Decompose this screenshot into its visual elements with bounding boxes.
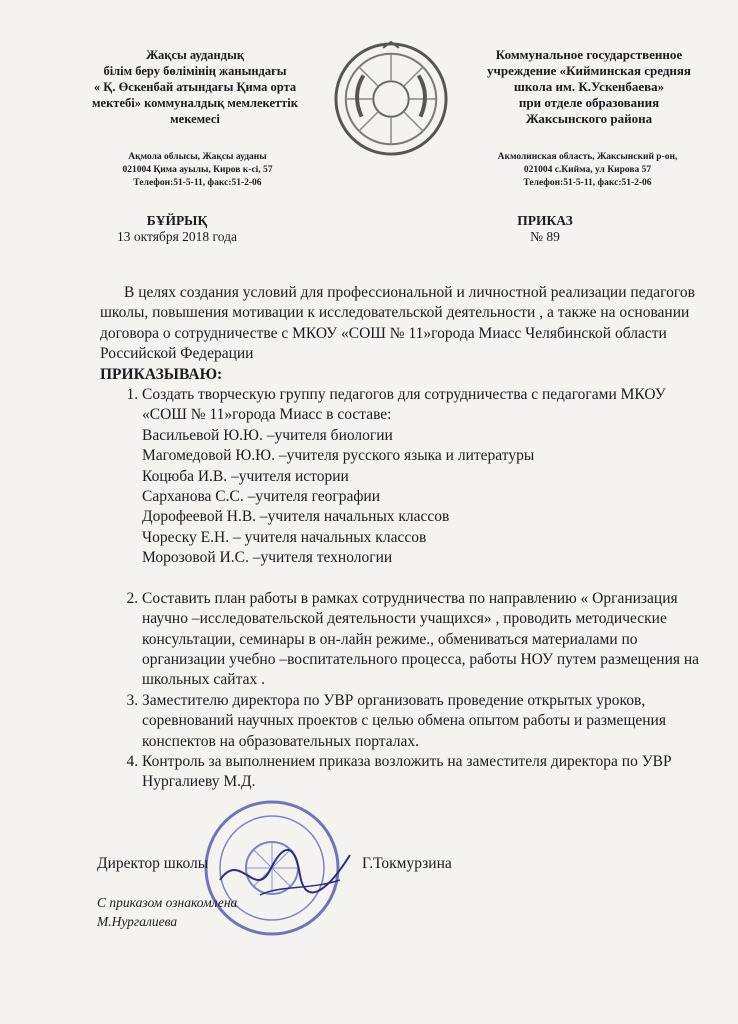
order-item-3: 3. Заместителю директора по УВР организовать проведение открытых уроков, соревнований научных проектов с целью обмена опытом работы и размещения конспектов на образовательных порталах. <box>142 691 700 752</box>
address-line: Акмолинская область, Жаксынский р-он, <box>497 152 678 162</box>
member-item: Сарханова С.С. –учителя географии <box>142 488 380 506</box>
intro-paragraph: В целях создания условий для профессиональной и личностной реализации педагогов школы, повышения мотивации к исследовательской деятельности , а также на основании договора о сотрудничестве с МКОУ «СОШ № 11»города Миасс Челябинской области Российской Федерации <box>100 284 695 363</box>
order-item-4: 4. Контроль за выполнением приказа возложить на заместителя директора по УВР Нургалиеву М.Д. <box>142 752 700 793</box>
order-ru-title: ПРИКАЗ <box>517 213 573 228</box>
acknowledgement-line: С приказом ознакомлена <box>97 895 238 910</box>
header-right-line: при отделе образования <box>518 95 660 110</box>
order-item-1-text: Создать творческую группу педагогов для сотрудничества с педагогами МКОУ «СОШ № 11»города Миасс в составе: <box>142 386 666 424</box>
address-line: 021004 с.Кийма, ул Кирова 57 <box>523 165 652 175</box>
address-line: Телефон:51-5-11, факс:51-2-06 <box>523 178 652 188</box>
order-item-2: 2. Составить план работы в рамках сотрудничества по направлению « Организация научно –исследовательской деятельности учащихся» , проводить методические консультации, семинары в он-лайн режиме., обмениваться материалами по организации учебно –воспитательного процесса, работы НОУ путем размещения на школьных сайтах . <box>142 589 700 691</box>
order-date: 13 октября 2018 года <box>117 229 237 244</box>
order-item-1 <box>142 385 700 589</box>
header-left-line: « Қ. Өскенбай атындағы Қима орта <box>93 80 297 94</box>
header-left-line: Жақсы аудандық <box>145 48 245 62</box>
member-item: Чореску Е.Н. – учителя начальных классов <box>142 528 427 546</box>
member-list <box>142 426 700 569</box>
header-right-line: Жаксынского района <box>525 111 653 126</box>
header-left-line: мекемесі <box>170 112 220 126</box>
header-left-line: білім беру бөлімінің жанындағы <box>103 64 287 78</box>
header-right-address <box>470 151 705 190</box>
order-kz-title: БҰЙРЫҚ <box>146 213 208 228</box>
header-right-line: Коммунальное государственное <box>495 47 683 62</box>
member-item: Коцюба И.В. –учителя истории <box>142 467 349 485</box>
director-title: Директор школы <box>97 855 209 872</box>
member-item: Дорофеевой Н.В. –учителя начальных классов <box>142 508 450 526</box>
order-lead: ПРИКАЗЫВАЮ: <box>100 365 223 383</box>
header-right-line: учреждение «Кийминская средняя <box>487 63 691 78</box>
member-item: Магомедовой Ю.Ю. –учителя русского языка и литературы <box>142 447 535 465</box>
order-body <box>100 283 700 793</box>
header-left-org <box>70 47 320 127</box>
acknowledgement-name: М.Нургалиева <box>97 914 178 929</box>
kazakhstan-emblem-icon <box>332 40 450 158</box>
member-item: Васильевой Ю.Ю. –учителя биологии <box>142 426 393 444</box>
member-item: Морозовой И.С. –учителя технологии <box>142 549 393 567</box>
order-ru-block <box>470 213 620 245</box>
address-line: 021004 Қима ауылы, Киров к-сі, 57 <box>122 165 273 175</box>
header-right-org <box>455 47 723 127</box>
order-number: № 89 <box>530 229 560 244</box>
address-line: Ақмола облысы, Жақсы ауданы <box>128 152 267 162</box>
acknowledgement <box>97 893 237 931</box>
spacer <box>142 569 700 589</box>
order-items <box>100 385 700 793</box>
address-line: Телефон:51-5-11, факс:51-2-06 <box>133 178 262 188</box>
director-name: Г.Токмурзина <box>362 855 452 872</box>
order-kz-block <box>72 213 282 245</box>
header-right-line: школа им. К.Ускенбаева» <box>513 79 665 94</box>
header-left-address <box>85 151 310 190</box>
header-left-line: мектебі» коммуналдық мемлекеттік <box>92 96 298 110</box>
